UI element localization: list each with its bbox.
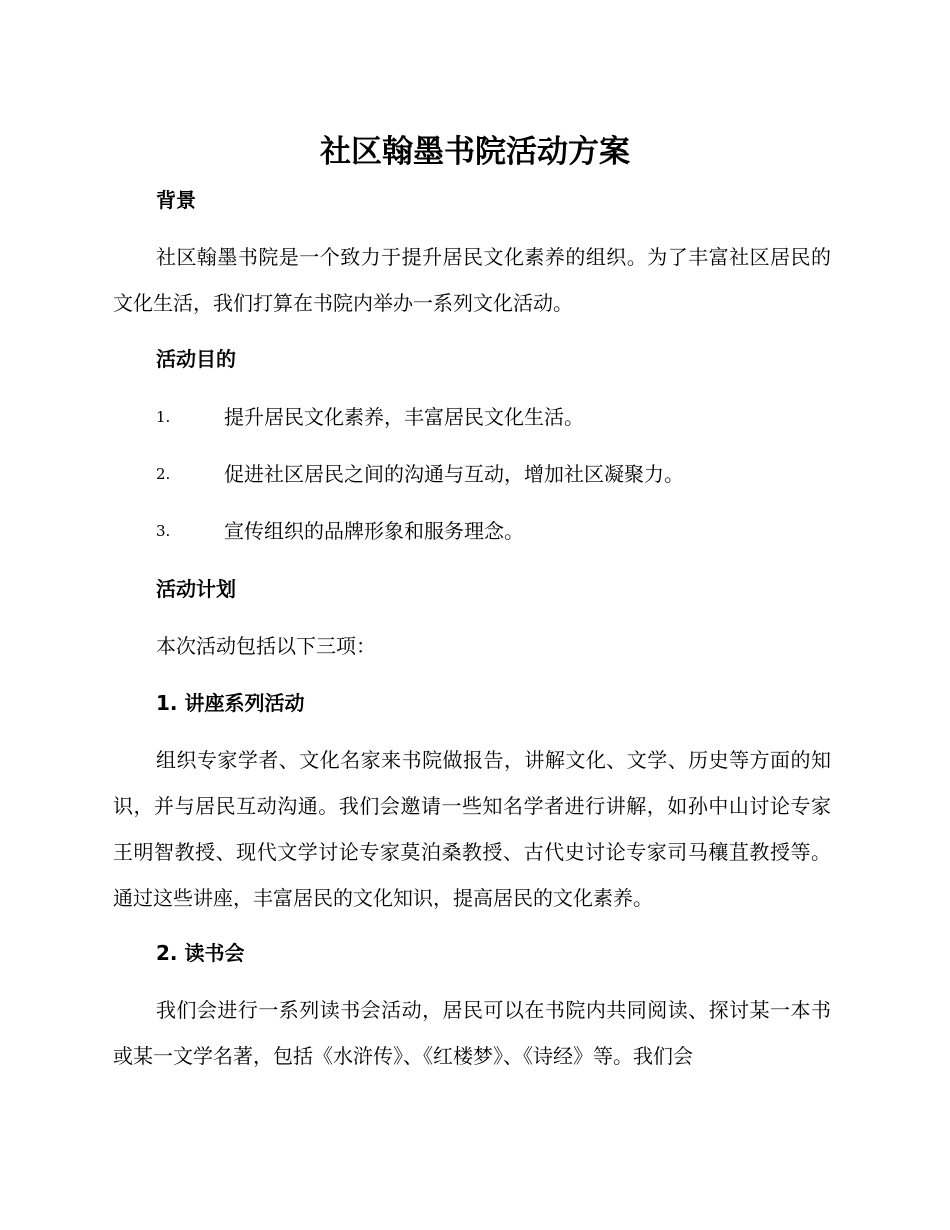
list-text: 宣传组织的品牌形象和服务理念。 xyxy=(224,519,524,543)
reading-club-heading: 2. 读书会 xyxy=(156,941,245,965)
list-number: 1. xyxy=(156,408,171,426)
purpose-list-item xyxy=(156,402,836,432)
lecture-section-paragraph: 组织专家学者、文化名家来书院做报告，讲解文化、文学、历史等方面的知识，并与居民互动沟通。我们会邀请一些知名学者进行讲解，如孙中山讨论专家王明智教授、现代文学讨论专家莫泊桑教授、古代史讨论专家司马穰苴教授等。通过这些讲座，丰富居民的文化知识，提高居民的文化素养。 xyxy=(113,748,831,910)
list-number: 3. xyxy=(156,522,171,540)
list-text: 提升居民文化素养，丰富居民文化生活。 xyxy=(224,405,584,429)
reading-club-paragraph: 我们会进行一系列读书会活动，居民可以在书院内共同阅读、探讨某一本书或某一文学名著，包括《水浒传》、《红楼梦》、《诗经》等。我们会 xyxy=(113,998,831,1068)
purpose-list-item xyxy=(156,459,836,489)
list-text: 促进社区居民之间的沟通与互动，增加社区凝聚力。 xyxy=(224,462,684,486)
background-heading: 背景 xyxy=(156,188,196,212)
list-number: 2. xyxy=(156,465,171,483)
purpose-heading: 活动目的 xyxy=(156,347,236,371)
lecture-section-heading: 1. 讲座系列活动 xyxy=(156,691,305,715)
plan-intro: 本次活动包括以下三项： xyxy=(156,634,376,658)
plan-heading: 活动计划 xyxy=(156,577,236,601)
background-paragraph: 社区翰墨书院是一个致力于提升居民文化素养的组织。为了丰富社区居民的文化生活，我们打算在书院内举办一系列文化活动。 xyxy=(113,245,831,315)
purpose-list-item xyxy=(156,516,836,546)
document-title: 社区翰墨书院活动方案 xyxy=(320,134,630,170)
